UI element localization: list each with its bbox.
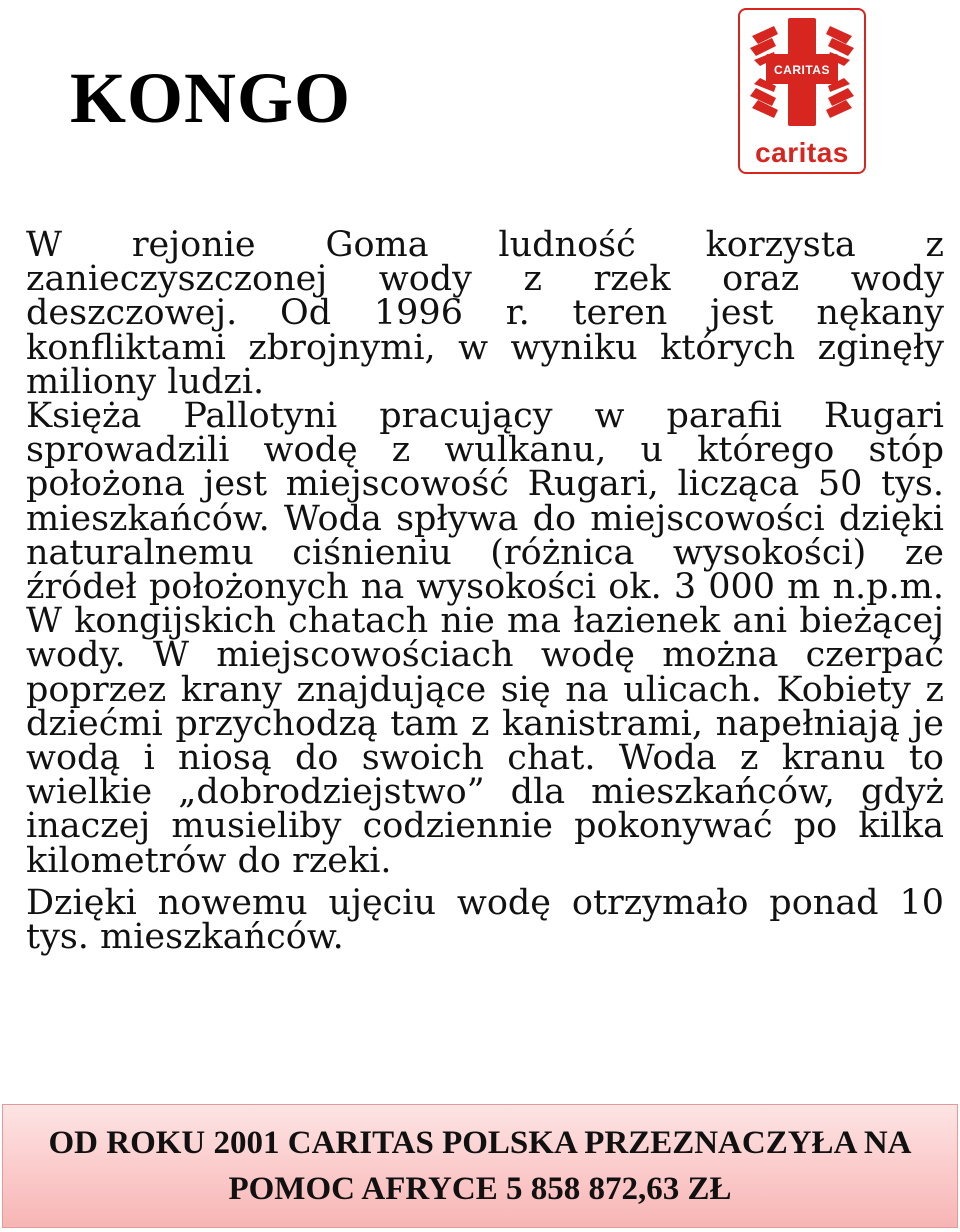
banner-line-2: POMOC AFRYCE 5 858 872,63 ZŁ <box>228 1171 732 1207</box>
logo-wordmark: caritas <box>755 137 849 168</box>
paragraph-intro: W rejonie Goma ludność korzysta z zanieczyszczonej wody z rzek oraz wody deszczowej. Od 1996 r. teren jest nękany konfliktami zbrojnymi, w wyniku których zginęły miliony ludzi. <box>26 225 944 402</box>
logo-emblem-text: CARITAS <box>774 63 830 77</box>
caritas-cross-icon <box>744 14 860 130</box>
banner-line-1: OD ROKU 2001 CARITAS POLSKA PRZEZNACZYŁA NA <box>48 1125 912 1161</box>
article-body <box>26 225 944 958</box>
page-title: KONGO <box>70 58 352 138</box>
paragraph-main: Księża Pallotyni pracujący w parafii Rugari sprowadzili wodę z wulkanu, u którego stóp położona jest miejscowość Rugari, licząca 50 tys. mieszkańców. Woda spływa do miejscowości dzięki naturalnemu ciśnieniu (różnica wysokości) ze źródeł położonych na wysokości ok. 3 000 m n.p.m. W kongijskich chatach nie ma łazienek ani bieżącej wody. W miejscowościach wodę można czerpać poprzez krany znajdujące się na ulicach. Kobiety z dziećmi przychodzą tam z kanistrami, napełniają je wodą i niosą do swoich chat. Woda z kranu to wielkie „dobrodziejstwo” dla mieszkańców, gdyż inaczej musieliby codziennie pokonywać po kilka kilometrów do rzeki. <box>26 396 944 881</box>
funding-banner <box>2 1104 958 1228</box>
caritas-logo <box>738 8 866 174</box>
paragraph-result: Dzięki nowemu ujęciu wodę otrzymało ponad 10 tys. mieszkańców. <box>26 882 944 958</box>
